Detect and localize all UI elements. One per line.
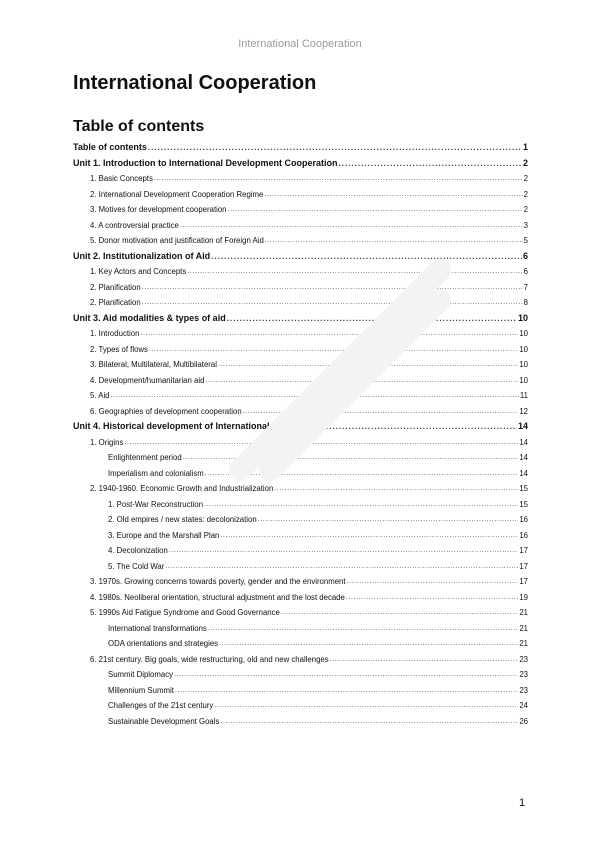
toc-entry[interactable] [73, 714, 528, 730]
toc-entry-title: Table of contents [73, 142, 147, 152]
toc-entry-page: 23 [519, 670, 528, 680]
toc-leader-dots [220, 714, 518, 730]
toc-entry-title: 2. Types of flows [90, 344, 148, 354]
toc-entry-title: 4. A controversial practice [90, 220, 179, 230]
toc-leader-dots [281, 605, 518, 621]
toc-entry-title: 5. 1990s Aid Fatigue Syndrome and Good Governance [90, 608, 280, 618]
toc-entry-page: 15 [519, 484, 528, 494]
toc-entry-title: 3. 1970s. Growing concerns towards poverty, gender and the environment [90, 577, 346, 587]
toc-entry-page: 11 [519, 391, 528, 401]
toc-entry-page: 14 [519, 437, 528, 447]
toc-entry-page: 21 [519, 639, 528, 649]
toc-entry[interactable] [73, 202, 528, 218]
toc-entry-title: 1. Introduction [90, 329, 140, 339]
toc-leader-dots [169, 543, 518, 559]
toc-entry-title: Sustainable Development Goals [108, 716, 220, 726]
toc-entry-title: 3. Motives for development cooperation [90, 205, 227, 215]
toc-entry-title: 4. 1980s. Neoliberal orientation, structural adjustment and the lost decade [90, 592, 345, 602]
toc-entry[interactable] [73, 605, 528, 621]
toc-entry[interactable] [73, 264, 528, 280]
toc-entry-page: 14 [519, 468, 528, 478]
toc-leader-dots [205, 373, 518, 389]
toc-leader-dots [204, 497, 518, 513]
toc-entry[interactable] [73, 528, 528, 544]
toc-leader-dots [180, 218, 523, 234]
toc-entry-title: 5. Aid [90, 391, 110, 401]
toc-leader-dots [175, 683, 518, 699]
toc-entry[interactable] [73, 636, 528, 652]
toc-leader-dots [330, 652, 519, 668]
toc-leader-dots [228, 202, 523, 218]
toc-leader-dots [124, 435, 518, 451]
toc-entry[interactable] [73, 621, 528, 637]
toc-entry-title: 3. Europe and the Marshall Plan [108, 530, 220, 540]
toc-entry-title: 2. International Development Cooperation Regime [90, 189, 264, 199]
toc-entry[interactable] [73, 233, 528, 249]
toc-leader-dots [339, 156, 522, 172]
toc-entry[interactable] [73, 590, 528, 606]
toc-entry-title: 4. Development/humanitarian aid [90, 375, 205, 385]
toc-entry-title: 1. Basic Concepts [90, 174, 153, 184]
toc-entry[interactable] [73, 512, 528, 528]
toc-entry-title: Unit 2. Institutionalization of Aid [73, 250, 211, 261]
toc-entry[interactable] [73, 497, 528, 513]
toc-entry-title: International transformations [108, 623, 207, 633]
toc-entry-page: 2 [523, 174, 528, 184]
toc-entry-page: 3 [523, 220, 528, 230]
toc-unit-entry[interactable] [73, 249, 528, 265]
toc-entry-page: 21 [519, 623, 528, 633]
toc-entry-page: 6 [523, 267, 528, 277]
toc-entry-title: 1. Post-War Reconstruction [108, 499, 204, 509]
toc-entry[interactable] [73, 574, 528, 590]
toc-entry-page: 10 [517, 312, 528, 323]
toc-entry[interactable] [73, 373, 528, 389]
toc-entry-page: 7 [523, 282, 528, 292]
toc-unit-entry[interactable] [73, 311, 528, 327]
toc-entry-title: 2. Planification [90, 282, 141, 292]
toc-entry-title: 5. The Cold War [108, 561, 165, 571]
toc-leader-dots [258, 512, 519, 528]
toc-entry-title: Challenges of the 21st century [108, 701, 214, 711]
toc-leader-dots [165, 559, 518, 575]
toc-entry-page: 23 [519, 654, 528, 664]
toc-entry[interactable] [73, 450, 528, 466]
toc-leader-dots [142, 295, 523, 311]
toc-entry[interactable] [73, 187, 528, 203]
toc-entry[interactable] [73, 342, 528, 358]
toc-entry-page: 10 [519, 360, 528, 370]
toc-leader-dots [219, 636, 518, 652]
toc-entry-title: 6. Geographies of development cooperation [90, 406, 242, 416]
toc-entry-page: 26 [519, 716, 528, 726]
toc-entry-page: 16 [519, 515, 528, 525]
toc-entry-page: 23 [519, 685, 528, 695]
toc-entry[interactable] [73, 435, 528, 451]
toc-entry[interactable] [73, 357, 528, 373]
toc-entry[interactable] [73, 326, 528, 342]
toc-entry[interactable] [73, 280, 528, 296]
toc-entry-page: 14 [519, 453, 528, 463]
toc-leader-dots [326, 419, 517, 435]
toc-entry[interactable] [73, 218, 528, 234]
toc-leader-dots [220, 528, 518, 544]
toc-entry-page: 2 [523, 205, 528, 215]
toc-heading: Table of contents [73, 118, 205, 135]
toc-entry-title: 4. Decolonization [108, 546, 168, 556]
toc-entry[interactable] [73, 295, 528, 311]
toc-entry[interactable] [73, 388, 528, 404]
toc-leader-dots [154, 171, 523, 187]
toc-leader-dots [243, 404, 519, 420]
toc-entry-title: ODA orientations and strategies [108, 639, 219, 649]
toc-leader-dots [347, 574, 519, 590]
toc-entry-title: Imperialism and colonialism [108, 468, 204, 478]
toc-entry-page: 2 [522, 157, 528, 168]
toc-entry[interactable] [73, 404, 528, 420]
toc-leader-dots [183, 450, 519, 466]
toc-leader-dots [227, 311, 517, 327]
running-header: International Cooperation [238, 38, 362, 50]
toc-entry-page: 14 [517, 421, 528, 432]
toc-leader-dots [111, 388, 519, 404]
page-number: 1 [519, 797, 526, 809]
toc-leader-dots [174, 667, 518, 683]
toc-leader-dots [208, 621, 518, 637]
toc-leader-dots [211, 249, 522, 265]
toc-leader-dots [140, 326, 518, 342]
toc-entry-page: 17 [519, 546, 528, 556]
toc-entry-title: 2. Old empires / new states: decolonization [108, 515, 257, 525]
toc-leader-dots [148, 140, 522, 156]
toc-leader-dots [187, 264, 522, 280]
toc-unit-entry[interactable] [73, 156, 528, 172]
toc-entry-title: 5. Donor motivation and justification of Foreign Aid [90, 236, 264, 246]
toc-entry-page: 21 [519, 608, 528, 618]
toc-entry-page: 24 [519, 701, 528, 711]
toc-entry-title: 6. 21st century. Big goals, wide restructuring, old and new challenges [90, 654, 329, 664]
toc-entry-title: Unit 3. Aid modalities & types of aid [73, 312, 226, 323]
toc-entry[interactable] [73, 481, 528, 497]
toc-leader-dots [214, 698, 518, 714]
toc-entry-page: 10 [519, 375, 528, 385]
toc-leader-dots [205, 466, 519, 482]
toc-entry[interactable] [73, 543, 528, 559]
toc-entry-title: 2. 1940-1960. Economic Growth and Industrialization [90, 484, 274, 494]
toc-entry[interactable] [73, 559, 528, 575]
toc-entry-title: Unit 4. Historical development of International Cooperation [73, 421, 326, 432]
toc-entry[interactable] [73, 698, 528, 714]
toc-entry-title: Enlightenment period [108, 453, 182, 463]
toc-entry-page: 17 [519, 561, 528, 571]
toc-leader-dots [346, 590, 518, 606]
toc-unit-entry[interactable] [73, 419, 528, 435]
toc-entry[interactable] [73, 667, 528, 683]
toc-leader-dots [149, 342, 518, 358]
toc-entry-page: 10 [519, 344, 528, 354]
toc-entry-title: Millennium Summit [108, 685, 174, 695]
toc-leader-dots [264, 187, 522, 203]
toc-entry-page: 17 [519, 577, 528, 587]
toc-entry-title: 1. Key Actors and Concepts [90, 267, 187, 277]
toc-entry-page: 2 [523, 189, 528, 199]
toc-entry-page: 5 [523, 236, 528, 246]
toc-entry[interactable] [73, 466, 528, 482]
toc-leader-dots [142, 280, 523, 296]
toc-entry[interactable] [73, 683, 528, 699]
toc-entry-page: 8 [523, 298, 528, 308]
toc-leader-dots [274, 481, 518, 497]
toc-entry-page: 12 [519, 406, 528, 416]
toc-entry[interactable] [73, 652, 528, 668]
document-title: International Cooperation [73, 72, 317, 94]
toc-entry-page: 10 [519, 329, 528, 339]
toc-leader-dots [218, 357, 518, 373]
table-of-contents [73, 140, 528, 729]
toc-entry-page: 6 [522, 250, 528, 261]
toc-entry-page: 1 [522, 142, 528, 152]
toc-entry-title: 3. Bilateral, Multilateral, Multibilateral [90, 360, 217, 370]
toc-entry[interactable] [73, 171, 528, 187]
toc-entry-page: 19 [519, 592, 528, 602]
toc-entry-title: Unit 1. Introduction to International Development Cooperation [73, 157, 338, 168]
toc-entry-title: Summit Diplomacy [108, 670, 173, 680]
toc-entry-title: 1. Origins [90, 437, 124, 447]
toc-entry-page: 15 [519, 499, 528, 509]
toc-leader-dots [265, 233, 523, 249]
toc-entry-title: 2. Planification [90, 298, 141, 308]
toc-entry-page: 16 [519, 530, 528, 540]
toc-unit-entry[interactable] [73, 140, 528, 156]
